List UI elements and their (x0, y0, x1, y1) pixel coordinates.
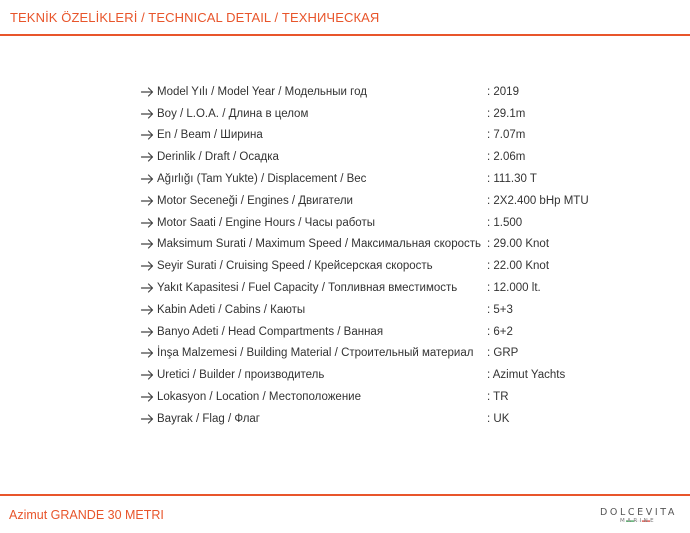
yacht-name: Azimut GRANDE 30 METRI (9, 508, 164, 522)
spec-value: : TR (487, 391, 509, 404)
spec-value: : 29.1m (487, 107, 526, 120)
page-header (0, 0, 690, 36)
spec-label: En / Beam / Ширина (157, 129, 263, 142)
spec-value: : 2.06m (487, 151, 526, 164)
spec-row (140, 81, 589, 103)
spec-label: Boy / L.O.A. / Длина в целом (157, 107, 309, 120)
spec-row (140, 255, 589, 277)
spec-row (140, 190, 589, 212)
spec-row (140, 277, 589, 299)
spec-label: Maksimum Surati / Maximum Speed / Максимальная скорость (157, 238, 481, 251)
arrow-right-icon (140, 108, 156, 120)
brand-name: DOLCEVITA (600, 507, 677, 518)
spec-label: Motor Seceneği / Engines / Двигатели (157, 194, 353, 207)
spec-list (140, 81, 589, 430)
spec-row (140, 408, 589, 430)
spec-row (140, 343, 589, 365)
arrow-right-icon (140, 282, 156, 294)
brand-logo (600, 507, 676, 529)
spec-value: : Azimut Yachts (487, 369, 566, 382)
spec-value: : 22.00 Knot (487, 260, 550, 273)
spec-value: : 12.000 lt. (487, 282, 541, 295)
spec-row (140, 321, 589, 343)
arrow-right-icon (140, 304, 156, 316)
spec-label: Yakıt Kapasitesi / Fuel Capacity / Топливная вместимость (157, 282, 458, 295)
arrow-right-icon (140, 217, 156, 229)
spec-value: : 7.07m (487, 129, 526, 142)
page-title: TEKNİK ÖZELİKLERİ / TECHNICAL DETAIL / ТЕХНИЧЕСКАЯ (10, 10, 380, 25)
spec-value: : UK (487, 412, 510, 425)
spec-row (140, 364, 589, 386)
arrow-right-icon (140, 369, 156, 381)
spec-row (140, 299, 589, 321)
spec-label: Lokasyon / Location / Местоположение (157, 391, 362, 404)
spec-row (140, 146, 589, 168)
arrow-right-icon (140, 151, 156, 163)
spec-value: : 5+3 (487, 303, 513, 316)
arrow-right-icon (140, 173, 156, 185)
page-footer (0, 494, 690, 533)
arrow-right-icon (140, 347, 156, 359)
spec-row (140, 168, 589, 190)
arrow-right-icon (140, 129, 156, 141)
spec-value: : 2019 (487, 85, 519, 98)
arrow-right-icon (140, 413, 156, 425)
arrow-right-icon (140, 238, 156, 250)
spec-value: : GRP (487, 347, 519, 360)
spec-row (140, 234, 589, 256)
spec-value: : 111.30 T (487, 173, 537, 186)
arrow-right-icon (140, 195, 156, 207)
spec-row (140, 103, 589, 125)
spec-label: Ağırlığı (Tam Yukte) / Displacement / Вес (157, 173, 367, 186)
spec-value: : 29.00 Knot (487, 238, 550, 251)
arrow-right-icon (140, 260, 156, 272)
arrow-right-icon (140, 391, 156, 403)
spec-label: Seyir Surati / Cruising Speed / Крейсерская скорость (157, 260, 433, 273)
spec-label: Banyo Adeti / Head Compartments / Ванная (157, 325, 384, 338)
spec-value: : 6+2 (487, 325, 513, 338)
spec-label: Kabin Adeti / Cabins / Каюты (157, 303, 306, 316)
spec-label: Bayrak / Flag / Флаг (157, 412, 260, 425)
arrow-right-icon (140, 86, 156, 98)
spec-row (140, 212, 589, 234)
brand-sub: MARINE (620, 518, 656, 524)
spec-value: : 1.500 (487, 216, 523, 229)
spec-row (140, 386, 589, 408)
spec-value: : 2X2.400 bHp MTU (487, 194, 589, 207)
spec-label: Derinlik / Draft / Осадка (157, 151, 279, 164)
spec-label: Model Yılı / Model Year / Модельныи год (157, 85, 367, 98)
spec-label: Uretici / Builder / производитель (157, 369, 325, 382)
spec-label: İnşa Malzemesi / Building Material / Строительный материал (157, 347, 474, 360)
spec-row (140, 125, 589, 147)
arrow-right-icon (140, 326, 156, 338)
spec-label: Motor Saati / Engine Hours / Часы работы (157, 216, 375, 229)
